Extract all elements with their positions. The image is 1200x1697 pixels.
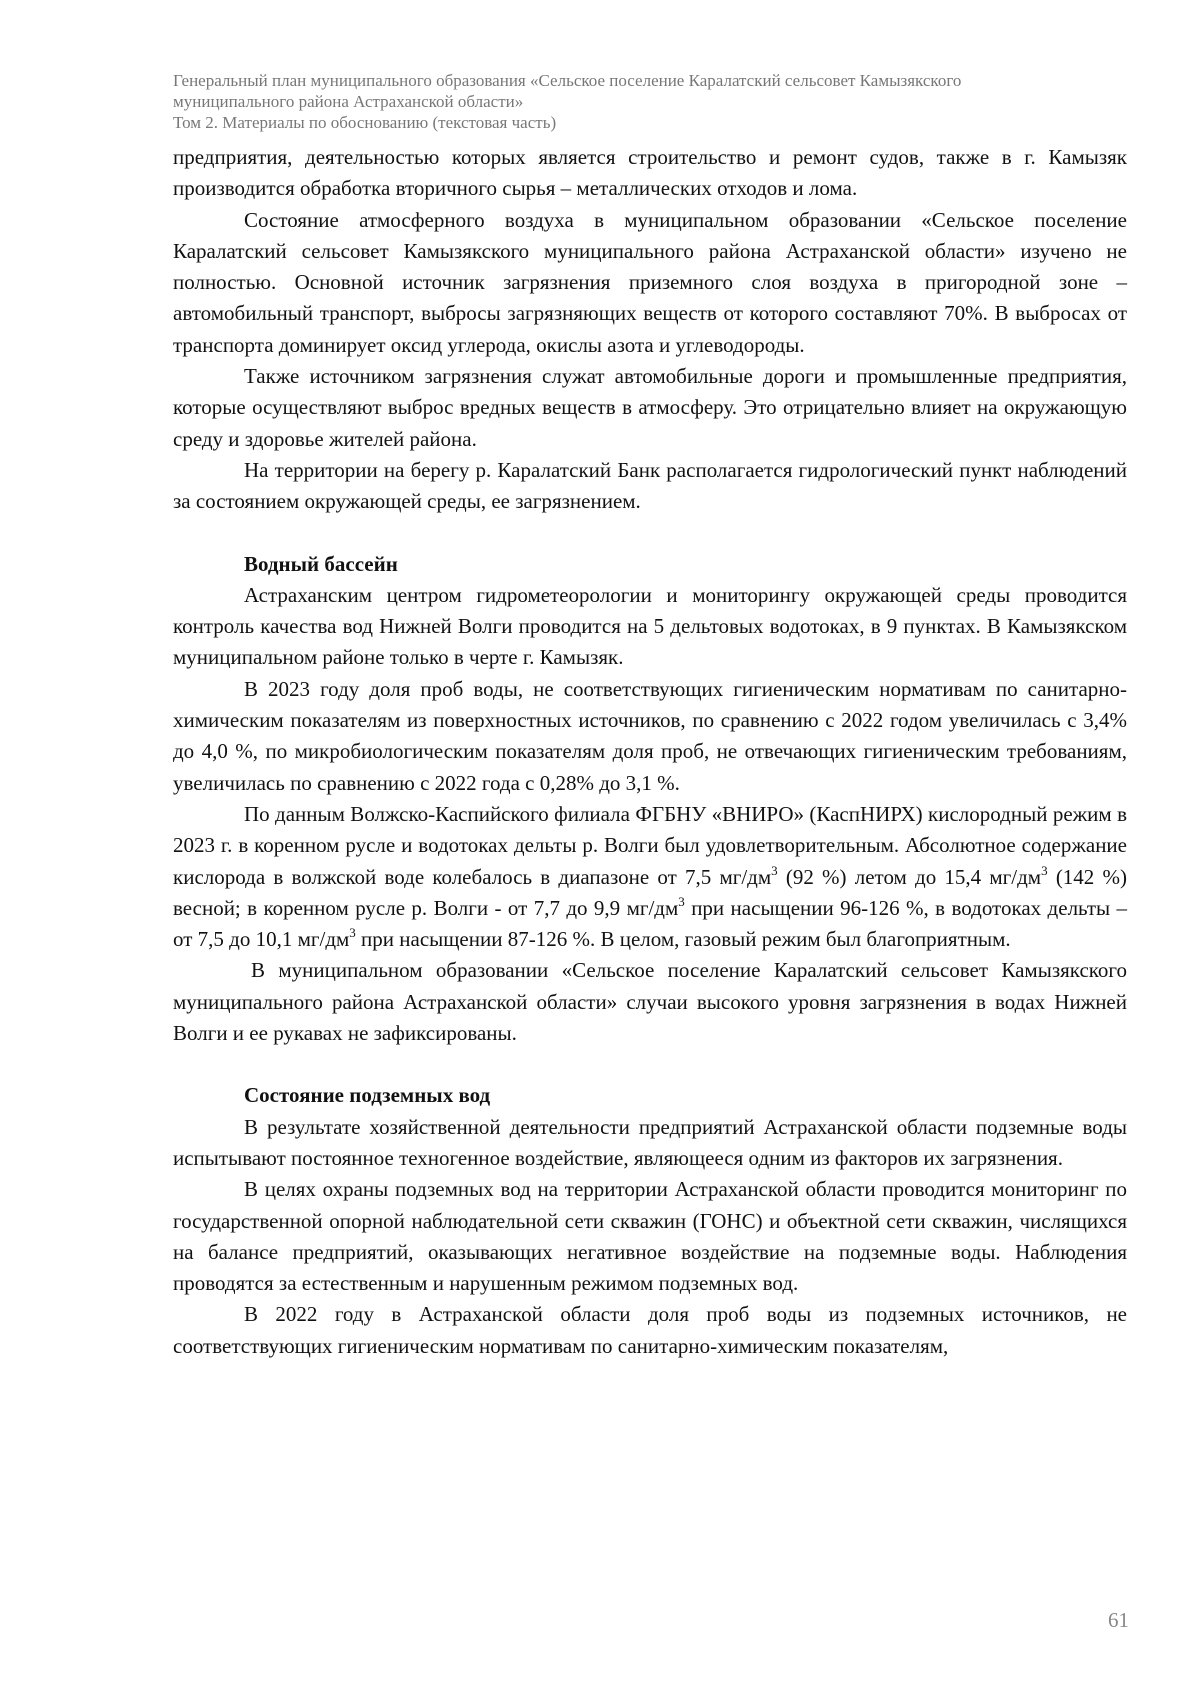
paragraph: предприятия, деятельностью которых является строительство и ремонт судов, также в г. Камызяк производится обработка вторичного сырья – металлических отходов и лома. [173, 145, 1127, 201]
section-heading-water-basin: Водный бассейн [244, 551, 398, 576]
superscript: 3 [349, 925, 356, 941]
paragraph-oxygen-regime [173, 799, 1127, 955]
section-heading-groundwater: Состояние подземных вод [244, 1083, 491, 1108]
text-run: По данным Волжско-Каспийского филиала ФГБНУ «ВНИРО» (КаспНИРХ) кислородный режим в 2023 г. в коренном русле и водотоках дельты р. Волги был удовлетворительным. Абсолютное содержание кислорода в волжской воде колебалось в диапазоне от 7,5 мг/дм [173, 801, 1127, 889]
header-line-2: муниципального района Астраханской области» [173, 92, 524, 111]
text-run: при насыщении 87-126 %. В целом, газовый режим был благоприятным. [355, 927, 1011, 952]
paragraph: В 2022 году в Астраханской области доля проб воды из подземных источников, не соответствующих гигиеническим нормативам по санитарно-химическим показателям, [173, 1302, 1127, 1358]
spacer [173, 518, 1127, 549]
running-header [173, 70, 1133, 133]
text-run: (142 %) весной; в коренном русле р. Волги - от 7,7 до 9,9 мг/дм [173, 864, 1127, 920]
paragraph: Астраханским центром гидрометеорологии и мониторингу окружающей среды проводится контроль качества вод Нижней Волги проводится на 5 дельтовых водотоках, в 9 пунктах. В Камызякском муниципальном районе только в черте г. Камызяк. [173, 582, 1127, 670]
paragraph: В целях охраны подземных вод на территории Астраханской области проводится мониторинг по государственной опорной наблюдательной сети скважин (ГОНС) и объектной сети скважин, числящихся на балансе предприятий, оказывающих негативное воздействие на подземные воды. Наблюдения проводятся за естественным и нарушенным режимом подземных вод. [173, 1177, 1127, 1296]
superscript: 3 [1041, 862, 1048, 878]
paragraph: Также источником загрязнения служат автомобильные дороги и промышленные предприятия, которые осуществляют выброс вредных веществ в атмосферу. Это отрицательно влияет на окружающую среду и здоровье жителей района. [173, 364, 1127, 451]
superscript: 3 [678, 893, 685, 909]
text-run: (92 %) летом до 15,4 мг/дм [777, 864, 1042, 889]
text-run: при насыщении 96-126 %, в водотоках дельты – от 7,5 до 10,1 мг/дм [173, 895, 1128, 952]
paragraph: В 2023 году доля проб воды, не соответствующих гигиеническим нормативам по санитарно-химическим показателям из поверхностных источников, по сравнению с 2022 годом увеличилась с 3,4% до 4,0 %, по микробиологическим показателям доля проб, не отвечающих гигиеническим требованиям, увеличилась по сравнению с 2022 года с 0,28% до 3,1 %. [173, 676, 1127, 795]
header-line-3: Том 2. Материалы по обоснованию (текстовая часть) [173, 113, 557, 132]
spacer [173, 1049, 1127, 1080]
body-text [173, 142, 1127, 1362]
paragraph: В результате хозяйственной деятельности предприятий Астраханской области подземные воды испытывают постоянное техногенное воздействие, являющееся одним из факторов их загрязнения. [173, 1114, 1127, 1170]
paragraph: Состояние атмосферного воздуха в муниципальном образовании «Сельское поселение Каралатский сельсовет Камызякского муниципального района Астраханской области» изучено не полностью. Основной источник загрязнения приземного слоя воздуха в пригородной зоне – автомобильный транспорт, выбросы загрязняющих веществ от которого составляют 70%. В выбросах от транспорта доминирует оксид углерода, окислы азота и углеводороды. [173, 207, 1127, 357]
page-number: 61 [1108, 1608, 1129, 1632]
header-line-1: Генеральный план муниципального образования «Сельское поселение Каралатский сельсовет Камызякского [173, 71, 962, 90]
superscript: 3 [771, 862, 778, 878]
paragraph: На территории на берегу р. Каралатский Банк располагается гидрологический пункт наблюдений за состоянием окружающей среды, ее загрязнением. [173, 457, 1127, 514]
paragraph: В муниципальном образовании «Сельское поселение Каралатский сельсовет Камызякского муниципального района Астраханской области» случаи высокого уровня загрязнения в водах Нижней Волги и ее рукавах не зафиксированы. [173, 958, 1127, 1046]
